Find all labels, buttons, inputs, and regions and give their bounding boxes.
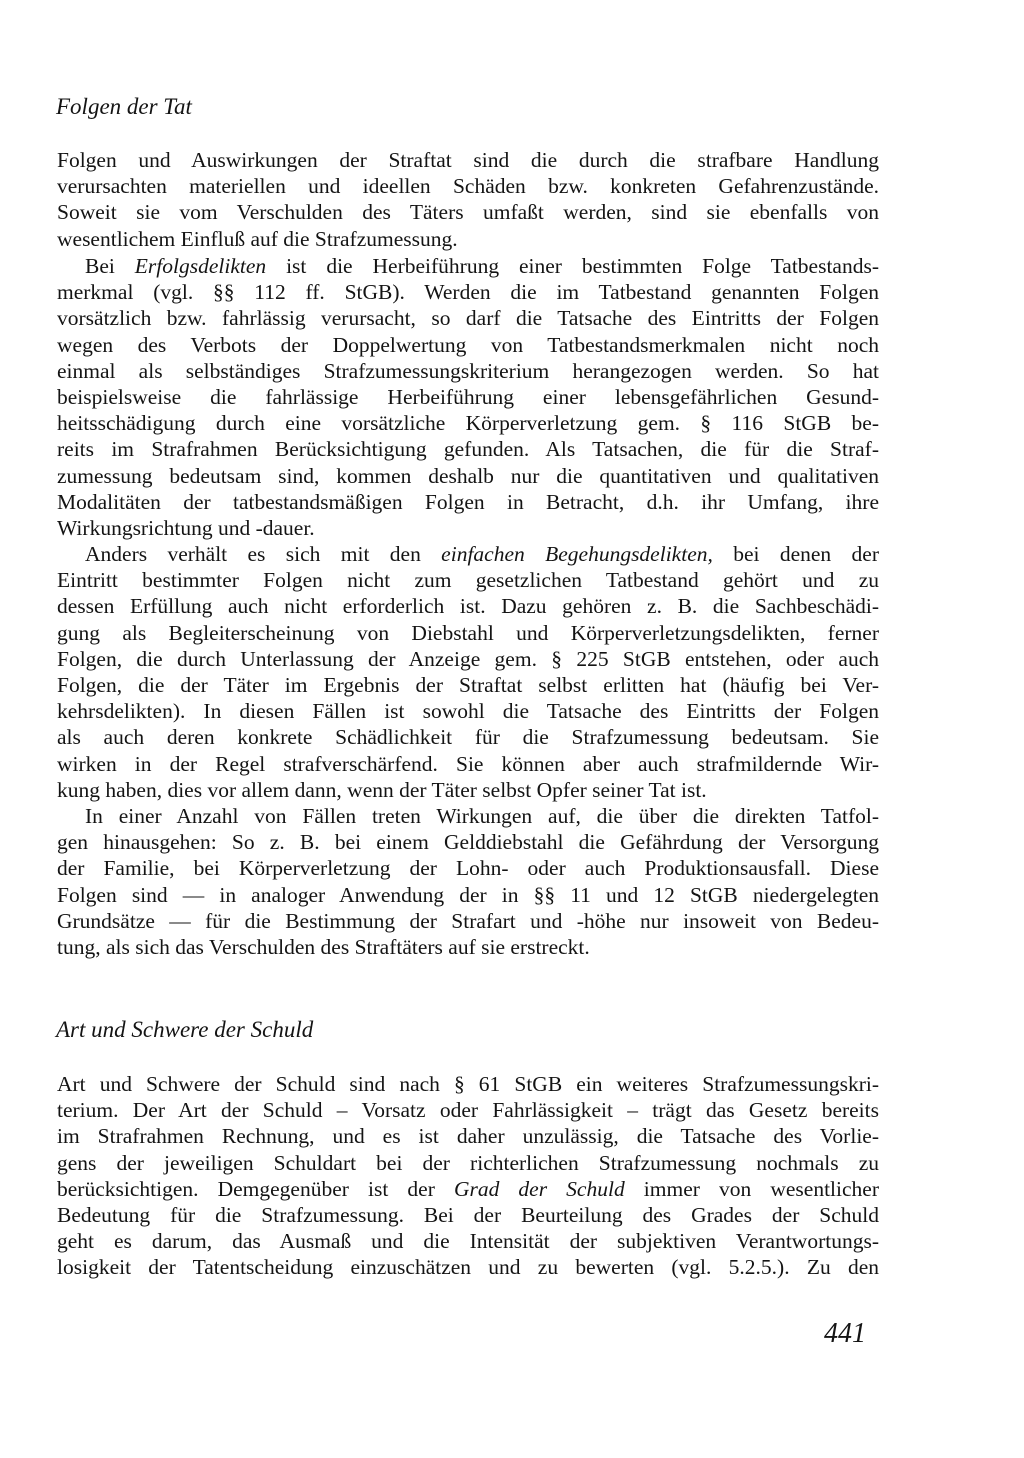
text-line: reits im Strafrahmen Berücksichtigung gefunden. Als Tatsachen, die für die Straf- <box>57 437 879 462</box>
paragraph-erfolgsdelikte <box>57 253 879 541</box>
text-line: Grundsätze — für die Bestimmung der Strafart und -höhe nur insoweit von Bedeu- <box>57 908 879 933</box>
text-line: Soweit sie vom Verschulden des Täters umfaßt werden, sind sie ebenfalls von <box>57 200 879 225</box>
text-line <box>57 253 879 279</box>
text-run: ist die Herbeiführung einer bestimmten Folge Tatbestands- <box>266 254 879 278</box>
emphasis-term: Grad der Schuld <box>453 1176 625 1201</box>
text-run: immer von wesentlicher <box>624 1176 879 1201</box>
paragraph-tatfolgen-wirkungen <box>57 803 879 960</box>
text-line: Art und Schwere der Schuld sind nach § 61 StGB ein weiteres Strafzumessungskri- <box>57 1072 879 1096</box>
emphasis-term: Erfolgsdelikten <box>134 254 267 278</box>
text-line: verursachten materiellen und ideellen Schäden bzw. konkreten Gefahrenzustände. <box>57 174 879 199</box>
text-line: In einer Anzahl von Fällen treten Wirkungen auf, die über die direkten Tatfol- <box>85 804 879 828</box>
text-line: Modalitäten der tatbestandsmäßigen Folgen in Betracht, d.h. ihr Umfang, ihre <box>57 489 879 514</box>
text-line: geht es darum, das Ausmaß und die Intensität der subjektiven Verantwortungs- <box>57 1229 879 1254</box>
text-line: Eintritt bestimmter Folgen nicht zum gesetzlichen Tatbestand gehört und zu <box>57 568 879 593</box>
text-line: losigkeit der Tatentscheidung einzuschätzen und zu bewerten (vgl. 5.2.5.). Zu den <box>57 1255 879 1280</box>
text-line: wirken in der Regel strafverschärfend. Sie können aber auch strafmildernde Wir- <box>57 751 879 776</box>
text-line: tung, als sich das Verschulden des Straftäters auf sie erstreckt. <box>57 935 590 960</box>
text-line: gen hinausgehen: So z. B. bei einem Gelddiebstahl die Gefährdung der Versorgung <box>57 830 879 855</box>
text-line: Wirkungsrichtung und -dauer. <box>57 516 315 541</box>
text-run: Bei <box>85 254 135 278</box>
text-line <box>57 541 879 567</box>
text-run: berücksichtigen. Demgegenüber ist der <box>57 1176 454 1201</box>
section-heading-art-und-schwere: Art und Schwere der Schuld <box>56 1017 314 1042</box>
text-line: Folgen, die durch Unterlassung der Anzeige gem. § 225 StGB entstehen, oder auch <box>57 646 879 671</box>
text-line: der Familie, bei Körperverletzung der Lohn- oder auch Produktionsausfall. Diese <box>57 856 879 881</box>
text-line: heitsschädigung durch eine vorsätzliche Körperverletzung gem. § 116 StGB be- <box>57 411 879 436</box>
text-line: wegen des Verbots der Doppelwertung von Tatbestandsmerkmalen nicht noch <box>57 332 879 357</box>
text-line: beispielsweise die fahrlässige Herbeiführung einer lebensgefährlichen Gesund- <box>57 385 879 410</box>
text-line: Folgen und Auswirkungen der Straftat sind die durch die strafbare Handlung <box>57 148 879 172</box>
section-heading-folgen-der-tat: Folgen der Tat <box>56 94 192 119</box>
text-run: bei denen der <box>712 542 879 566</box>
text-line: kehrsdelikten). In diesen Fällen ist sowohl die Tatsache des Eintritts der Folgen <box>57 699 879 724</box>
text-line: vorsätzlich bzw. fahrlässig verursacht, so darf die Tatsache des Eintritts der Folgen <box>57 306 879 331</box>
text-run: Anders verhält es sich mit den <box>85 542 442 566</box>
text-line: wesentlichem Einfluß auf die Strafzumessung. <box>57 226 458 251</box>
page-number: 441 <box>824 1318 866 1349</box>
text-line: Bedeutung für die Strafzumessung. Bei der Beurteilung des Grades der Schuld <box>57 1203 879 1228</box>
text-line <box>57 1176 879 1202</box>
text-line: gung als Begleiterscheinung von Diebstahl und Körperverletzungsdelikten, ferner <box>57 620 879 645</box>
text-line: Folgen sind — in analoger Anwendung der in §§ 11 und 12 StGB niedergelegten <box>57 882 879 907</box>
emphasis-term: einfachen Begehungsdelikten, <box>441 542 713 566</box>
text-line: im Strafrahmen Rechnung, und es ist daher unzulässig, die Tatsache des Vorlie- <box>57 1124 879 1149</box>
text-line: Folgen, die der Täter im Ergebnis der Straftat selbst erlitten hat (häufig bei Ver- <box>57 673 879 698</box>
text-line: kung haben, dies vor allem dann, wenn der Täter selbst Opfer seiner Tat ist. <box>57 777 707 802</box>
text-line: dessen Erfüllung auch nicht erforderlich ist. Dazu gehören z. B. die Sachbeschädi- <box>57 594 879 619</box>
text-line: als auch deren konkrete Schädlichkeit für die Strafzumessung bedeutsam. Sie <box>57 725 879 750</box>
text-line: merkmal (vgl. §§ 112 ff. StGB). Werden die im Tatbestand genannten Folgen <box>57 280 879 305</box>
text-line: zumessung bedeutsam sind, kommen deshalb nur die quantitativen und qualitativen <box>57 463 879 488</box>
paragraph-begehungsdelikte <box>57 541 879 803</box>
text-line: gens der jeweiligen Schuldart bei der richterlichen Strafzumessung nochmals zu <box>57 1150 879 1175</box>
text-line: einmal als selbständiges Strafzumessungskriterium herangezogen werden. So hat <box>57 358 879 383</box>
paragraph-folgen-intro <box>57 147 879 252</box>
text-line: terium. Der Art der Schuld – Vorsatz oder Fahrlässigkeit – trägt das Gesetz bereits <box>57 1098 879 1123</box>
paragraph-art-und-schwere <box>57 1071 879 1281</box>
